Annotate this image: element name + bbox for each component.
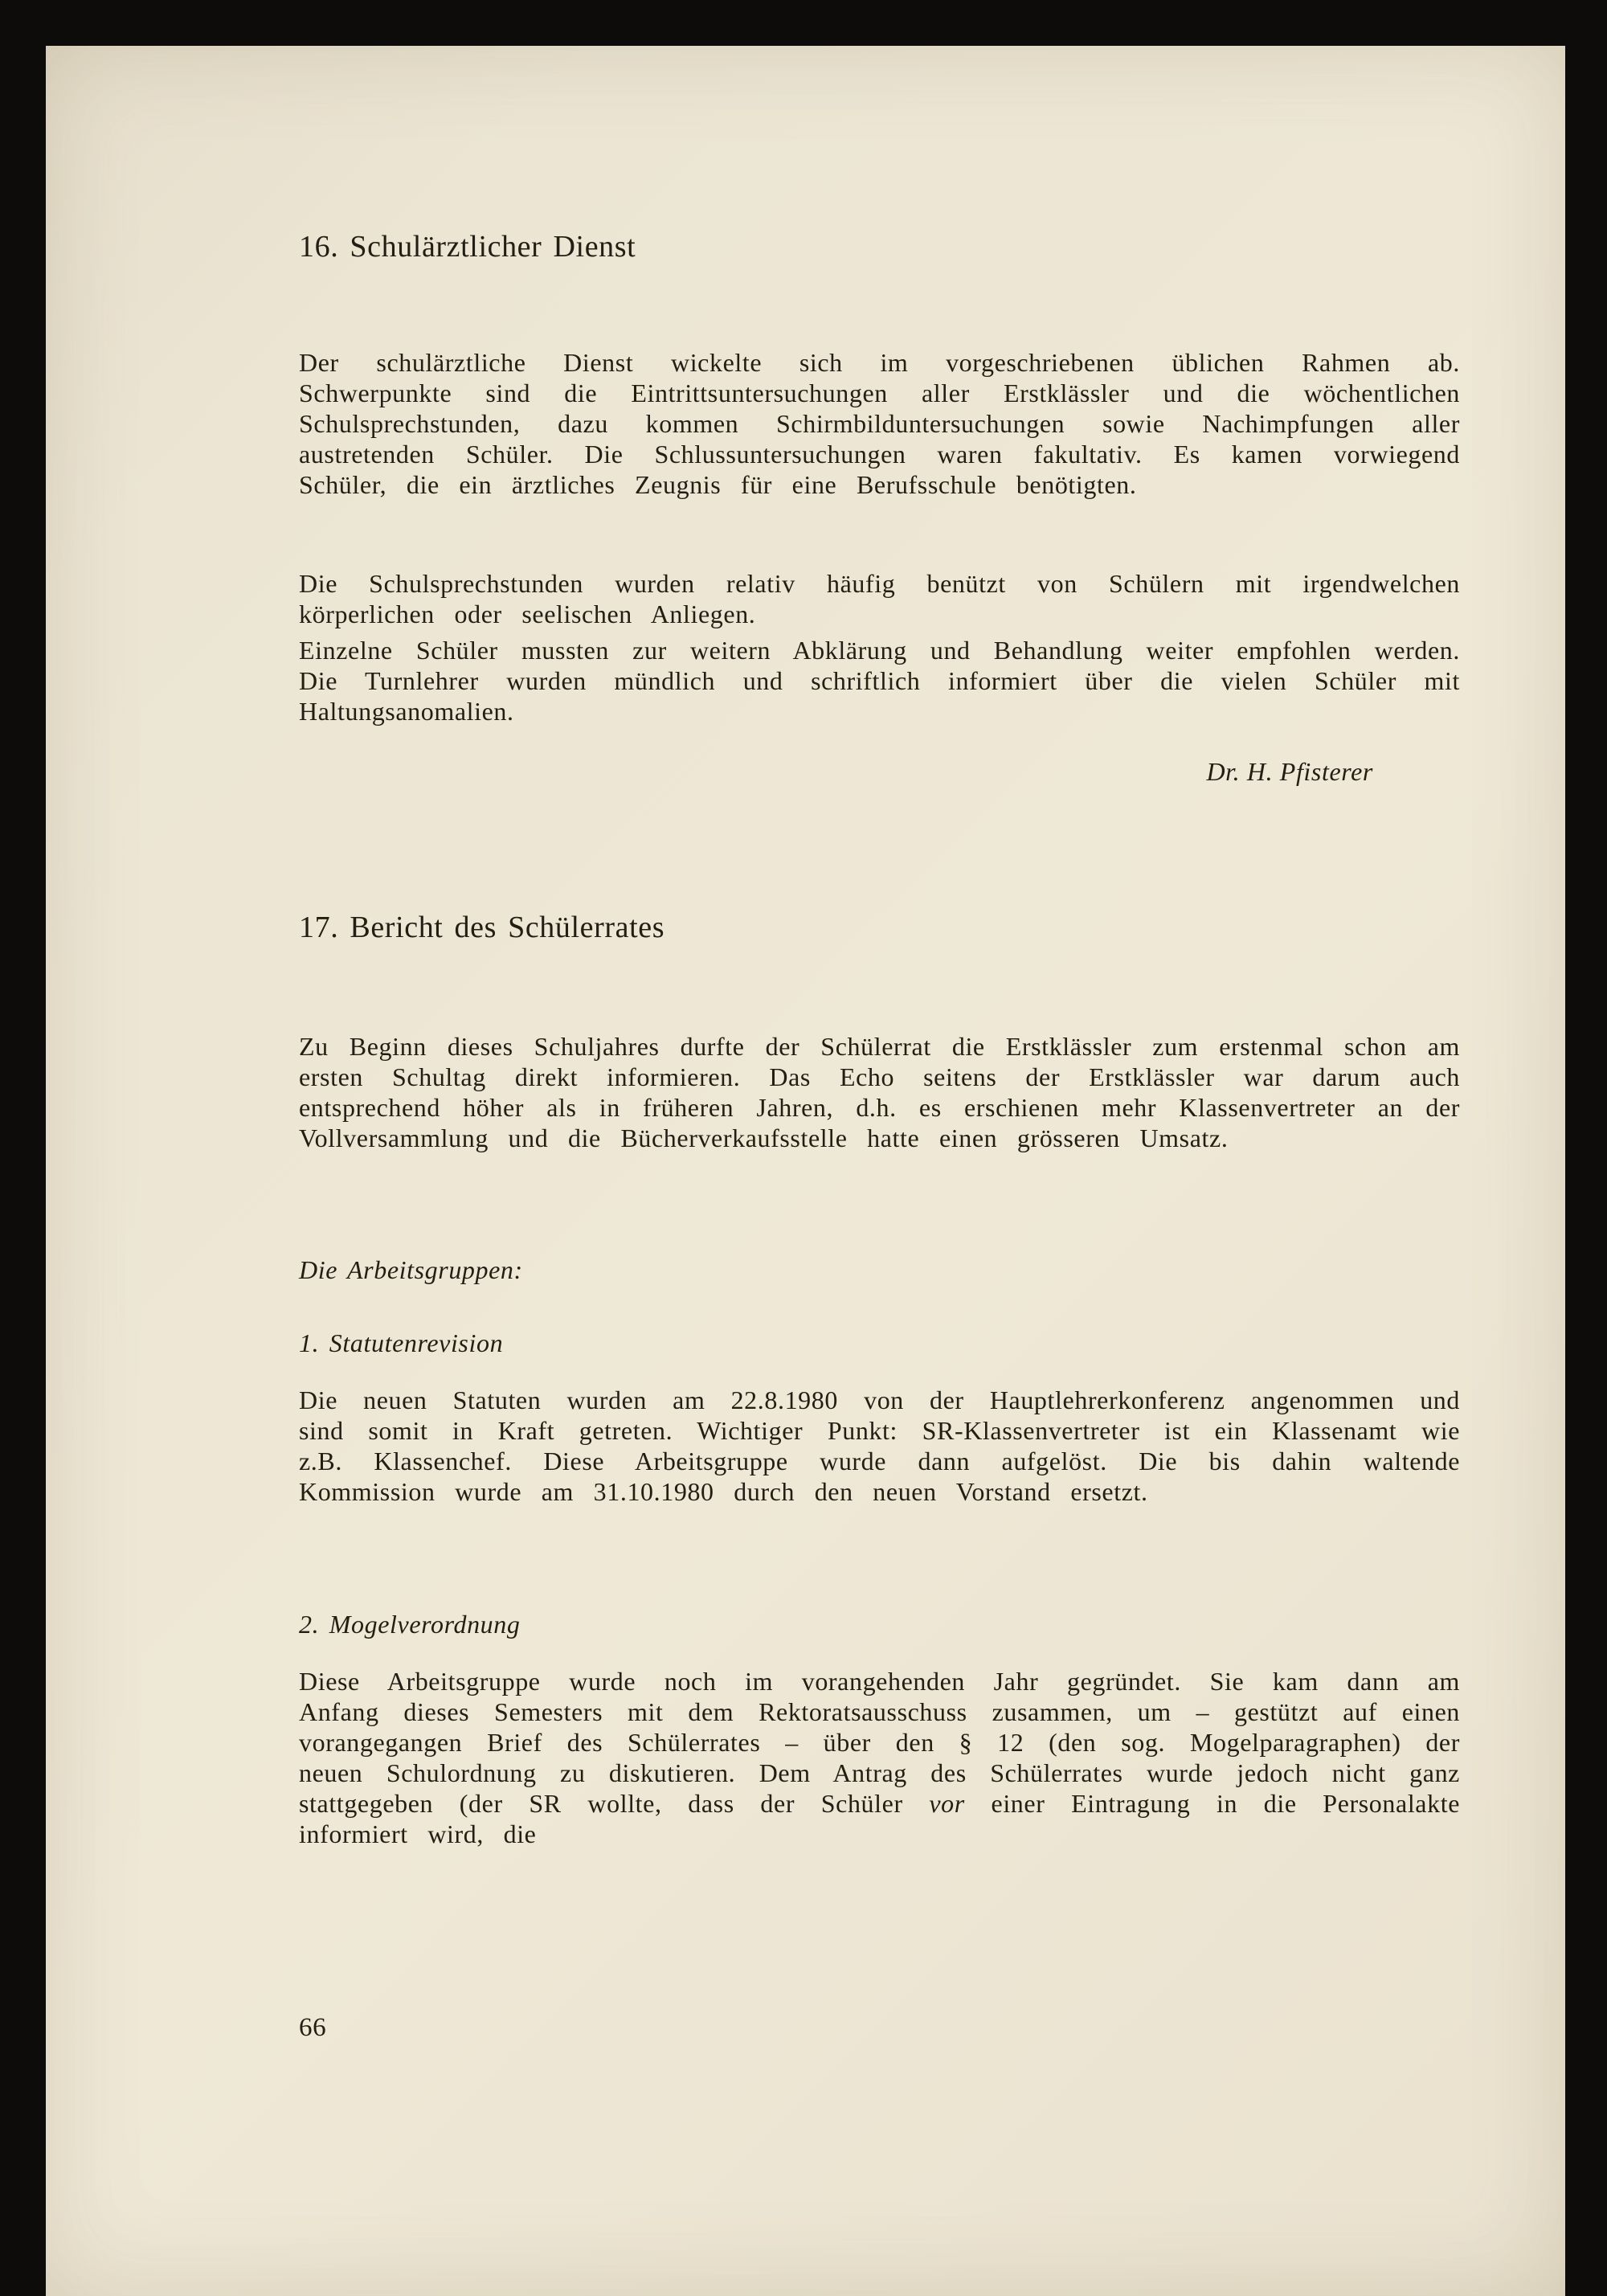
section-17-intro-paragraph: Zu Beginn dieses Schuljahres durfte der Schülerrat die Erstklässler zum erstenmal schon am ersten Schultag direkt informieren. Das Echo seitens der Erstklässler war darum auch entsprechend höher als in früheren Jahren, d.h. es erschienen mehr Klassenvertreter an der Vollversammlung und die Bücherverkaufsstelle hatte einen grösseren Umsatz.: [299, 1032, 1460, 1152]
section-16-paragraph-2: Die Schulsprechstunden wurden relativ häufig benützt von Schülern mit irgendwelchen körperlichen oder seelischen Anliegen.: [299, 569, 1460, 628]
section-17-heading: 17. Bericht des Schülerrates: [299, 911, 665, 944]
section-16-paragraph-1: Der schulärztliche Dienst wickelte sich im vorgeschriebenen üblichen Rahmen ab. Schwerpunkte sind die Eintrittsuntersuchungen aller Erstklässler und die wöchentlichen Schulsprechstunden, dazu kommen Schirmbilduntersuchungen sowie Nachimpfungen aller austretenden Schüler. Die Schlussuntersuchungen waren fakultativ. Es kamen vorwiegend Schüler, die ein ärztliches Zeugnis für eine Berufsschule benötigten.: [299, 348, 1460, 499]
workgroup-2-paragraph: [299, 1666, 1460, 1849]
section-16-signature: Dr. H. Pfisterer: [1206, 757, 1373, 786]
page-number: 66: [299, 2013, 327, 2042]
book-page-scan: [46, 46, 1565, 2296]
workgroup-1-title: 1. Statutenrevision: [299, 1328, 504, 1357]
section-17-groups-label: Die Arbeitsgruppen:: [299, 1255, 523, 1284]
section-16-paragraph-3: Einzelne Schüler mussten zur weitern Abklärung und Behandlung weiter empfohlen werden. Die Turnlehrer wurden mündlich und schriftlich informiert über die vielen Schüler mit Haltungsanomalien.: [299, 636, 1460, 726]
workgroup-2-text-after: einer Eintragung in die Personalakte informiert wird, die: [299, 1789, 1461, 1848]
workgroup-2-title: 2. Mogelverordnung: [299, 1610, 521, 1639]
workgroup-2-text-before: Diese Arbeitsgruppe wurde noch im vorangehenden Jahr gegründet. Sie kam dann am Anfang dieses Semesters mit dem Rektoratsausschuss zusammen, um – gestützt auf einen vorangegangen Brief des Schülerrates – über den § 12 (den sog. Mogelparagraphen) der neuen Schulordnung zu diskutieren. Dem Antrag des Schülerrates wurde jedoch nicht ganz stattgegeben (der SR wollte, dass der Schüler: [299, 1667, 1460, 1818]
section-16-heading: 16. Schulärztlicher Dienst: [299, 230, 636, 264]
workgroup-2-emphasis: vor: [929, 1789, 965, 1818]
page-text-column: [299, 46, 1460, 2296]
workgroup-1-paragraph: Die neuen Statuten wurden am 22.8.1980 von der Hauptlehrerkonferenz angenommen und sind somit in Kraft getreten. Wichtiger Punkt: SR-Klassenvertreter ist ein Klassenamt wie z.B. Klassenchef. Diese Arbeitsgruppe wurde dann aufgelöst. Die bis dahin waltende Kommission wurde am 31.10.1980 durch den neuen Vorstand ersetzt.: [299, 1385, 1460, 1506]
